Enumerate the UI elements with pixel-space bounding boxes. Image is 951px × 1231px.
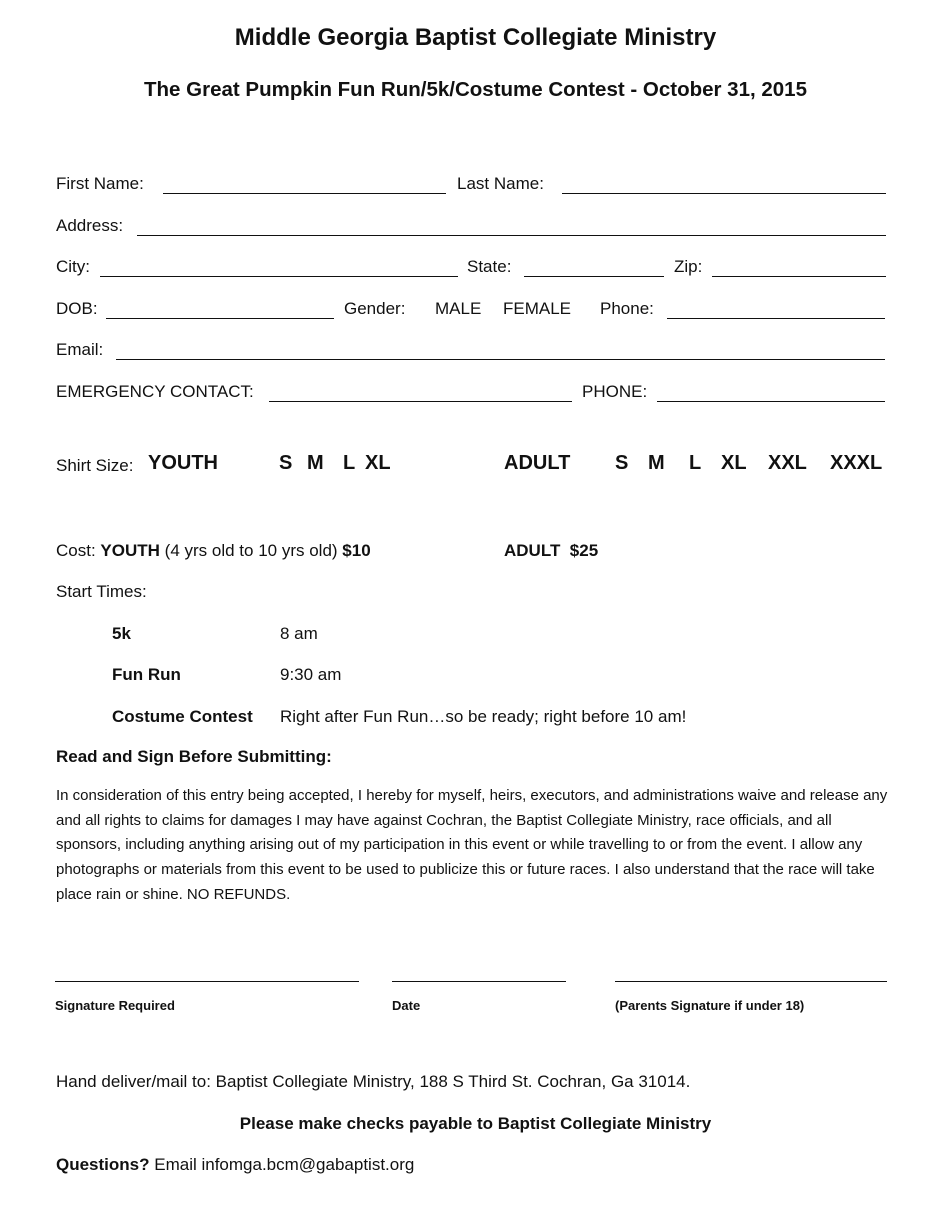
event-5k-name: 5k [112,624,131,643]
parent-signature-line[interactable] [615,981,887,982]
gender-option-female[interactable]: FEMALE [503,299,572,318]
cost-youth-label: YOUTH [100,541,160,560]
emergency-phone-field[interactable] [657,401,885,402]
address-label: Address: [56,216,124,235]
phone-field[interactable] [667,318,885,319]
address-field[interactable] [137,235,886,236]
waiver-text: In consideration of this entry being accepted, I hereby for myself, heirs, executors, and administrations waive and release any and all rights to claims for damages I may have against Cochran, the Baptist Collegiate Ministry, race officials, and all sponsors, including anything arising out of my participation in this event or while travelling to or from the event. I allow any photographs or materials from this event to be used to publicize this or future races. I also understand that the race will take place rain or shine. NO REFUNDS. [56,787,888,903]
dob-label: DOB: [56,299,98,318]
event-costume-contest-time: Right after Fun Run…so be ready; right before 10 am! [280,707,687,726]
cost-youth-ages: (4 yrs old to 10 yrs old) [164,541,338,560]
waiver-heading: Read and Sign Before Submitting: [56,747,332,766]
questions-label: Questions? [56,1155,150,1174]
phone-label: Phone: [600,299,654,318]
city-label: City: [56,257,90,276]
page-title: Middle Georgia Baptist Collegiate Ministry [234,24,717,51]
date-line[interactable] [392,981,566,982]
emergency-phone-label: PHONE: [582,382,648,401]
delivery-instructions: Hand deliver/mail to: Baptist Collegiate Ministry, 188 S Third St. Cochran, Ga 31014. [56,1072,691,1091]
questions-line [56,1155,414,1175]
state-label: State: [467,257,512,276]
zip-label: Zip: [674,257,703,276]
email-field[interactable] [116,359,885,360]
last-name-field[interactable] [562,193,886,194]
last-name-label: Last Name: [457,174,544,193]
shirt-adult-size-xxl[interactable]: XXL [768,452,807,474]
questions-email[interactable]: Email infomga.bcm@gabaptist.org [154,1155,415,1174]
shirt-adult-size-m[interactable]: M [648,452,665,474]
cost-adult-price: $25 [569,541,599,560]
shirt-youth-label: YOUTH [148,452,218,474]
cost-line [56,541,371,561]
emergency-contact-field[interactable] [269,401,572,402]
event-costume-contest-name: Costume Contest [112,707,253,726]
email-label: Email: [56,340,104,359]
state-field[interactable] [524,276,664,277]
shirt-youth-size-xl[interactable]: XL [365,452,391,474]
emergency-contact-label: EMERGENCY CONTACT: [56,382,254,401]
zip-field[interactable] [712,276,886,277]
dob-field[interactable] [106,318,334,319]
page-subtitle: The Great Pumpkin Fun Run/5k/Costume Contest - October 31, 2015 [144,78,807,101]
event-5k-time: 8 am [280,624,318,643]
gender-option-male[interactable]: MALE [435,299,482,318]
checks-payable-note: Please make checks payable to Baptist Collegiate Ministry [239,1114,712,1133]
cost-youth-price: $10 [342,541,371,560]
signature-line[interactable] [55,981,359,982]
start-times-label: Start Times: [56,582,147,601]
city-field[interactable] [100,276,458,277]
shirt-adult-size-l[interactable]: L [689,452,702,474]
shirt-adult-label: ADULT [504,452,571,474]
shirt-youth-size-s[interactable]: S [279,452,293,474]
gender-label: Gender: [344,299,406,318]
event-fun-run-name: Fun Run [112,665,181,684]
cost-label: Cost: [56,541,96,560]
date-label: Date [392,998,421,1013]
shirt-youth-size-l[interactable]: L [343,452,356,474]
cost-adult [504,541,598,561]
shirt-youth-size-m[interactable]: M [307,452,324,474]
signature-label: Signature Required [55,998,175,1013]
first-name-field[interactable] [163,193,446,194]
event-fun-run-time: 9:30 am [280,665,342,684]
shirt-adult-size-xxxl[interactable]: XXXL [830,452,883,474]
shirt-size-label: Shirt Size: [56,456,134,475]
first-name-label: First Name: [56,174,144,193]
shirt-adult-size-s[interactable]: S [615,452,629,474]
parent-signature-label: (Parents Signature if under 18) [615,998,805,1013]
shirt-adult-size-xl[interactable]: XL [721,452,747,474]
cost-adult-label: ADULT [504,541,561,560]
